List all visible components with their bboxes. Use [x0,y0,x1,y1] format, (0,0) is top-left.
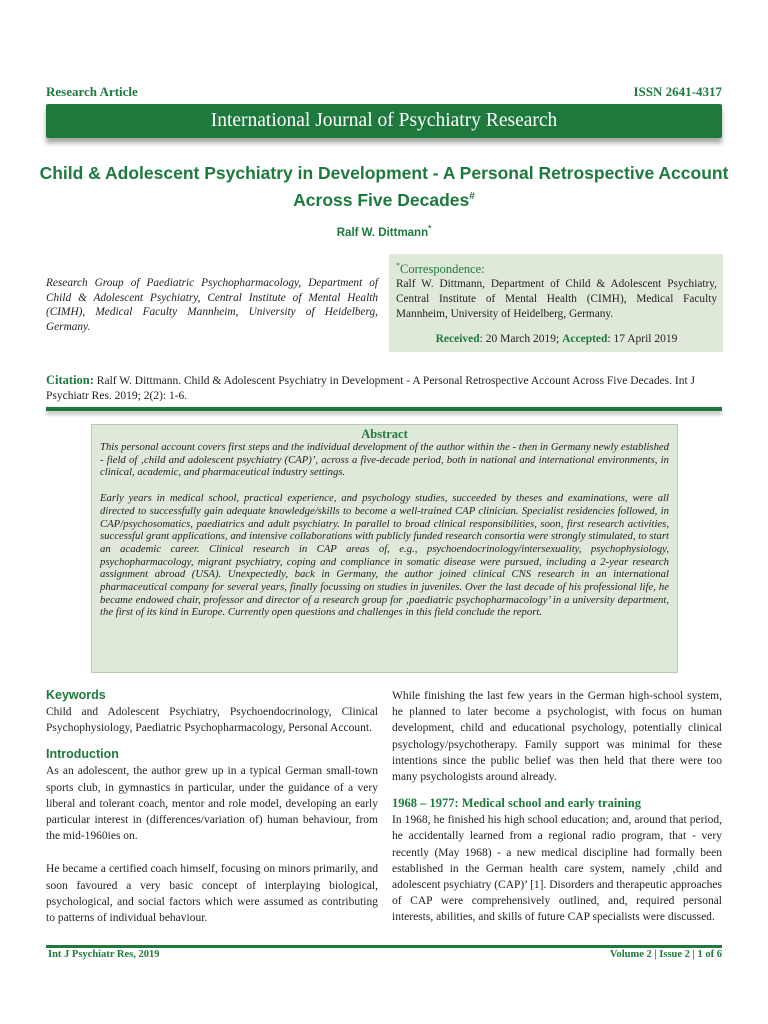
footer-page-info: Volume 2 | Issue 2 | 1 of 6 [609,949,722,960]
correspondence-heading [396,258,717,277]
author-line [0,224,768,239]
abstract-box [91,424,678,673]
received-label: Received [435,333,480,346]
footer-divider [46,945,722,948]
body-paragraph: While finishing the last few years in the German high-school system, he planned to later become a psychologist, with focus on human development, child and educational psychology, potentially clinical psychology/psychotherapy. Family support was minimal for these intentions since the public belief was then held that there were too many psychologists around already. [392,690,722,784]
body-paragraph: He became a certified coach himself, focusing on minors primarily, and soon favoured a very basic concept of interplaying biological, psychological, and social factors which were assumed as contributing to patterns of individual behaviour. [46,863,378,925]
title-mark: # [469,191,475,202]
body-paragraph: As an adolescent, the author grew up in a typical German small-town sports club, in gymnastics in particular, under the guidance of a very liberal and tolerant coach, mentor and role model, developing an early particular interest in (differences/variation of) human behaviour, from the mid-1960ies on. [46,765,378,843]
correspondence-text: Ralf W. Dittmann, Department of Child & Adolescent Psychiatry, Central Institute of Mental Health (CIMH), Medical Faculty Mannheim, University of Heidelberg, Germany. [396,278,717,321]
introduction-heading: Introduction [46,747,119,762]
footer-journal: Int J Psychiatr Res, 2019 [48,949,160,960]
citation [46,373,726,404]
received-date: : 20 March 2019; [479,333,563,346]
issn: ISSN 2641-4317 [633,84,722,99]
article-type: Research Article [46,84,138,99]
section-heading: 1968 – 1977: Medical school and early training [392,796,641,811]
left-column [46,687,378,926]
section-divider [46,407,722,411]
author-mark: * [428,224,432,233]
body-paragraph: In 1968, he finished his high school education; and, around that period, he accidentally learned from a regional radio program, that - very recently (May 1968) - a new medical discipline had formally been established in the German health care system, namely ‚child and adolescent psychiatry (CAP)’ [1]. Disorders and therapeutic approaches of CAP were comprehensively outlined, and, required personal interests, abilities, and skills of future CAP specialists were discussed. [392,814,722,924]
author-name: Ralf W. Dittmann [336,226,429,239]
right-column [392,688,722,926]
citation-text: Ralf W. Dittmann. Child & Adolescent Psychiatry in Development - A Personal Retrospective Account Across Five Decades. Int J Psychiatr Res. 2019; 2(2): 1-6. [46,375,696,402]
journal-banner: International Journal of Psychiatry Research [46,104,722,138]
keywords-text: Child and Adolescent Psychiatry, Psychoendocrinology, Clinical Psychophysiology, Paediatric Psychopharmacology, Personal Account. [46,706,378,735]
accepted-date: : 17 April 2019 [607,333,678,346]
correspondence-heading-text: Correspondence: [400,262,485,277]
accepted-label: Accepted [562,333,608,346]
correspondence-mark: * [396,261,400,270]
dates-line [396,332,717,347]
abstract-paragraph: Early years in medical school, practical experience, and psychology studies, succeeded by theses and examinations, were all directed to successfully gain adequate knowledge/skills to become a well-trained CAP clinician. Specialist residencies followed, in CAP/psychosomatics, paediatrics and adult psychiatry. In parallel to broad clinical responsibilities, soon, first research activities, successful grant applications, and intensive collaborations with publicly funded research consortia were strongly stimulated, to start an academic career. Clinical research in CAP areas of, e.g., psychoendocrinology/intersexuality, psychophysiology, psychopharmacology, migrant psychiatry, coping and compliance in somatic disease were pursued, including a 2-year research assignment abroad (USA). Unexpectedly, back in Germany, the author joined clinical CNS research in an international pharmaceutical company for several years, finally focussing on studies in juveniles. Over the last decade of his professional life, he became endowed chair, professor and director of a research group for ‚paediatric psychopharmacology’ in a university department, the first of its kind in Europe. Currently open questions and challenges in this field conclude the report. [100,492,669,619]
abstract-heading: Abstract [361,427,408,441]
affiliation: Research Group of Paediatric Psychopharmacology, Department of Child & Adolescent Psychiatry, Central Institute of Mental Health (CIMH), Medical Faculty Mannheim, University of Heidelberg, Germany. [46,277,378,333]
article-title [30,162,738,212]
correspondence-box [389,254,723,352]
keywords-heading: Keywords [46,688,106,702]
title-text: Child & Adolescent Psychiatry in Development - A Personal Retrospective Account Across Five Decades [39,163,729,210]
abstract-paragraph: This personal account covers first steps and the individual development of the author within the - then in Germany newly established - field of ‚child and adolescent psychiatry (CAP)’, across a five-decade period, both in national and international environments, in clinical, academic, and pharmaceutical industry settings. [100,441,669,479]
citation-label: Citation: [46,373,94,387]
